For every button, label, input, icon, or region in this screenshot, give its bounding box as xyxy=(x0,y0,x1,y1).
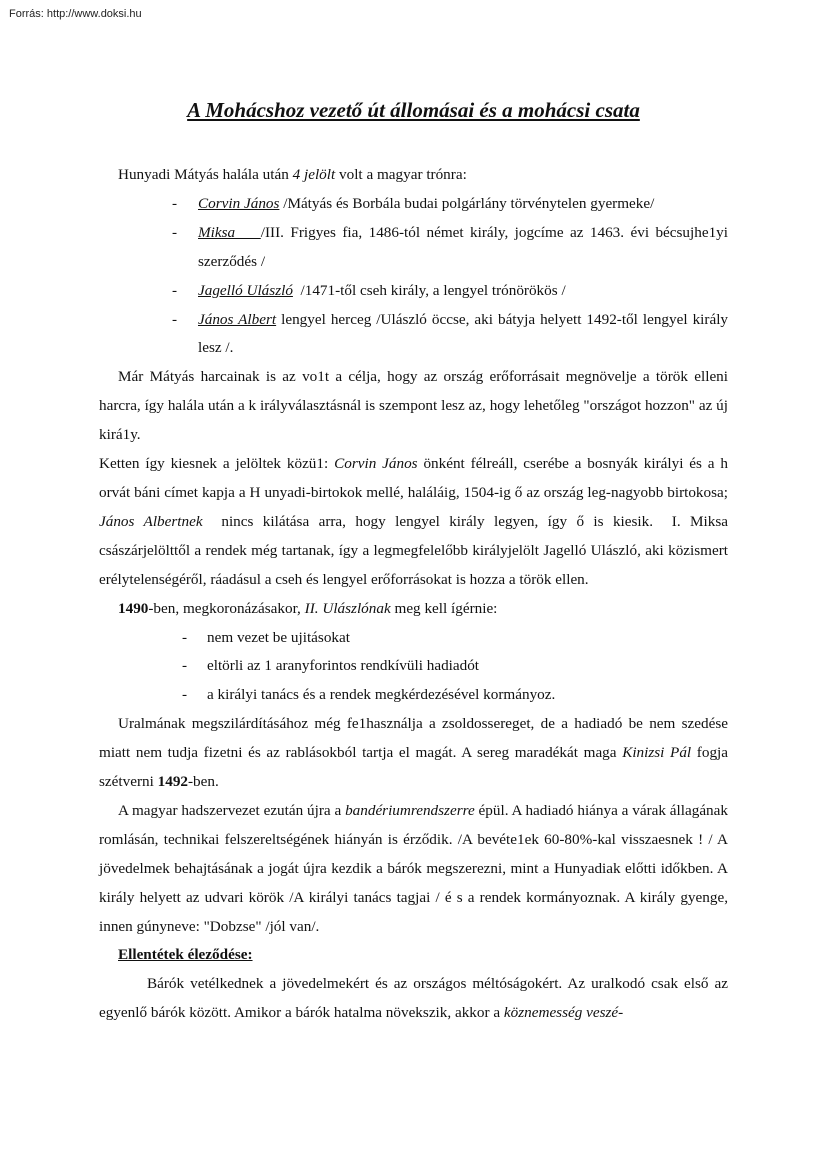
paragraph-text: Ketten így kiesnek a jelöltek közü1: xyxy=(99,455,335,473)
paragraph-1: Már Mátyás harcainak is az vo1t a célja, hogy az ország erőforrásait megnövelje a török elleni harcra, így halála után a k irályválasztásnál is szempont lesz az, hogy lehetőleg "országot hozzon" az új kirá1y. xyxy=(99,368,728,444)
dash-bullet: - xyxy=(172,281,178,299)
paragraph-text: A magyar hadszervezet ezután újra a xyxy=(118,801,346,819)
candidate-list xyxy=(99,190,728,363)
requirement-text: a királyi tanács és a rendek megkérdezésével kormányoz. xyxy=(207,686,556,704)
paragraph-text: meg kell ígérnie: xyxy=(390,599,498,617)
name-emphasis: II. Ulászlónak xyxy=(304,599,391,617)
intro-text: Hunyadi Mátyás halála után xyxy=(118,166,293,183)
candidate-name: János Albert xyxy=(198,310,277,328)
candidate-desc: /III. Frigyes fia, 1486-tól német király, jogcíme az 1463. évi bécsujhe1yi szerződés / xyxy=(198,223,728,270)
paragraph-text: -ben, megkoronázásakor, xyxy=(148,599,305,617)
intro-text-end: volt a magyar trónra: xyxy=(335,166,467,183)
candidate-desc: lengyel herceg /Ulászló öccse, aki bátyja helyett 1492-től lengyel király lesz /. xyxy=(198,310,729,357)
paragraph-text: Bárók vetélkednek a jövedelmekért és az országos méltóságokért. Az uralkodó csak első az egyenlő bárók között. Amikor a bárók hatalma növekszik, akkor a xyxy=(99,975,728,1022)
candidate-name: Corvin János xyxy=(198,194,280,212)
requirements-list xyxy=(99,624,728,711)
candidate-desc: /1471-től cseh király, a lengyel trónörökös / xyxy=(292,281,566,299)
name-emphasis: Corvin János xyxy=(334,455,418,473)
document-title: A Mohácshoz vezető út állomásai és a mohácsi csata xyxy=(187,98,640,122)
paragraph-4 xyxy=(99,710,728,797)
list-item xyxy=(99,681,728,710)
year-bold: 1492 xyxy=(157,773,188,791)
paragraph-text: önként félreáll, cserébe a bosnyák királyi és a h orvát báni címet kapja a H unyadi-birtokok mellé, haláláig, 1504-ig ő az ország leg-nagyobb birtokosa; xyxy=(99,455,728,501)
intro-emphasis: 4 jelölt xyxy=(292,166,336,183)
dash-bullet: - xyxy=(172,310,178,328)
list-item xyxy=(99,624,728,653)
dash-bullet: - xyxy=(172,223,178,241)
list-item xyxy=(99,277,728,306)
source-url-label: Forrás: http://www.doksi.hu xyxy=(9,8,142,20)
document-body xyxy=(99,161,732,1028)
term-emphasis: bandériumrendszerre xyxy=(345,801,475,819)
year-bold: 1490 xyxy=(118,599,149,617)
paragraph-text: nincs kilátása arra, hogy lengyel király legyen, így ő is kiesik. I. Miksa császárjelölttől a rendek még tartanak, így a legmegfelelőbb királyjelölt Jagelló Ulászló, aki közismert erélytelenségéről, ráadásul a cseh és lengyel erőforrásokat is hozza a török ellen. xyxy=(99,512,732,588)
name-emphasis: Kinizsi Pál xyxy=(622,744,692,762)
dash-bullet: - xyxy=(182,657,188,675)
paragraph-5 xyxy=(99,797,728,942)
list-item xyxy=(99,190,728,219)
requirement-text: nem vezet be ujitásokat xyxy=(207,628,350,646)
candidate-desc: /Mátyás és Borbála budai polgárlány törvénytelen gyermeke/ xyxy=(279,194,655,212)
dash-bullet: - xyxy=(182,686,188,704)
paragraph-text: Uralmának megszilárdításához még fe1használja a zsoldossereget, de a hadiadó be nem szedése miatt nem tudja fizetni és az rablásokból tartja el magát. A sereg maradékát maga xyxy=(99,715,728,762)
paragraph-3 xyxy=(99,595,728,624)
candidate-name: Miksa xyxy=(198,223,261,241)
paragraph-6 xyxy=(99,970,728,1028)
paragraph-text: fogja szétverni xyxy=(99,744,728,791)
list-item xyxy=(99,652,728,681)
dash-bullet: - xyxy=(182,628,188,646)
dash-bullet: - xyxy=(172,194,178,212)
paragraph-2 xyxy=(99,450,732,595)
section-heading: Ellentétek éleződése: xyxy=(118,946,253,964)
requirement-text: eltörli az 1 aranyforintos rendkívüli hadiadót xyxy=(207,657,480,675)
intro-paragraph xyxy=(99,161,728,190)
name-emphasis: János Albertnek xyxy=(99,512,203,530)
list-item xyxy=(99,306,728,364)
paragraph-text: -ben. xyxy=(188,773,219,791)
term-emphasis: köznemesség veszé- xyxy=(503,1004,624,1022)
list-item xyxy=(99,219,728,277)
candidate-name: Jagelló Ulászló xyxy=(198,281,293,299)
paragraph-text: épül. A hadiadó hiánya a várak állagának romlásán, technikai felszereltségének hiányán is érződik. /A bevéte1ek 60-80%-kal visszaesnek ! / A jövedelmek behajtásának a jogát újra kezdik a bárók megszerezni, mint a Hunyadiak előtti időkben. A király helyett az udvari körök /A királyi tanács tagjai / é s a rendek kormányoznak. A király gyenge, innen gúnyneve: "Dobzse" /jól van/. xyxy=(99,801,728,935)
